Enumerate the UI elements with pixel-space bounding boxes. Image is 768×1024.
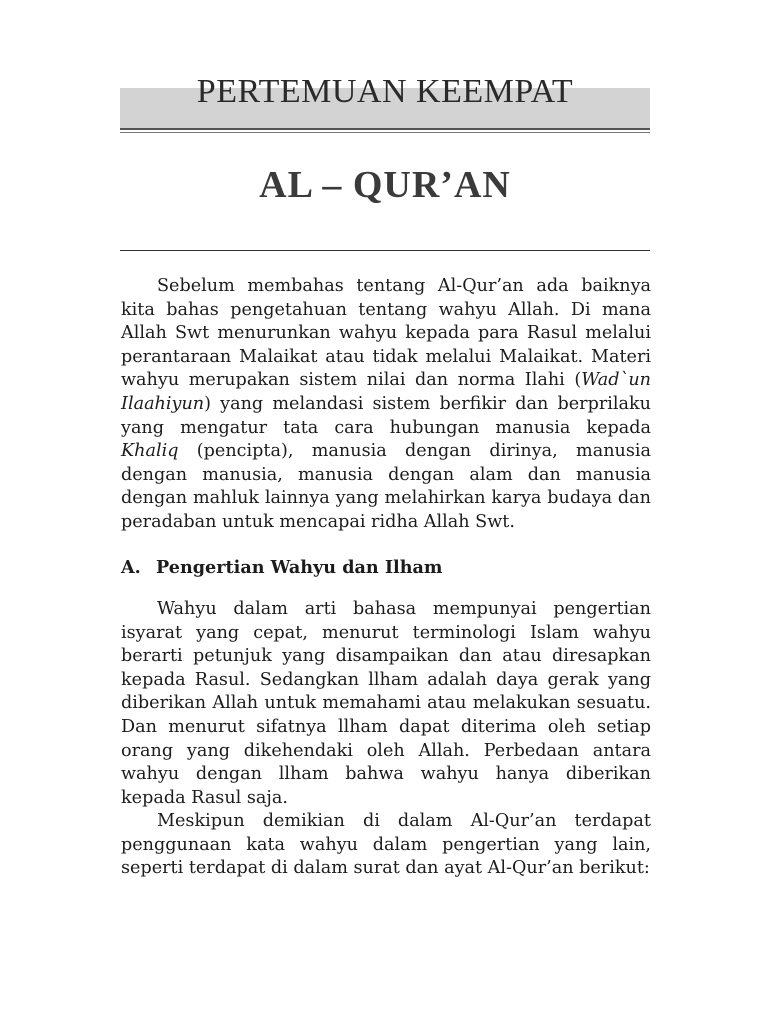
paragraph-text: Meskipun demikian di dalam Al-Qur’an terdapat penggunaan kata wahyu dalam pengertian yang lain, seperti terdapat di dalam surat dan ayat Al-Qur’an berikut: xyxy=(121,811,651,879)
banner-rule xyxy=(120,128,650,130)
intro-italic-khaliq: Khaliq xyxy=(121,441,179,462)
chapter-label: PERTEMUAN KEEMPAT xyxy=(196,73,574,110)
intro-text-part2: ) yang melandasi sistem berfikir dan berprilaku yang mengatur tata cara hubungan manusia kepada xyxy=(121,393,651,438)
paragraph-wahyu-ilham xyxy=(121,598,651,810)
section-title: Pengertian Wahyu dan Ilham xyxy=(156,557,443,578)
intro-italic-term: Wad`un Ilaahiyun xyxy=(121,370,651,414)
banner-rule-thin xyxy=(120,132,650,133)
paragraph-text: Wahyu dalam arti bahasa mempunyai pengertian isyarat yang cepat, menurut terminologi Islam wahyu berarti petunjuk yang disampaikan dan atau diresapkan kepada Rasul. Sedangkan llham adalah daya gerak yang diberikan Allah untuk memahami atau melakukan sesuatu. Dan menurut sifatnya llham dapat diterima oleh setiap orang yang dikehendaki oleh Allah. Perbedaan antara wahyu dengan llham bahwa wahyu hanya diberikan kepada Rasul saja. xyxy=(121,599,651,808)
intro-text-part1: Sebelum membahas tentang Al-Qur’an ada baiknya kita bahas pengetahuan tentang wahyu Allah. Di mana Allah Swt menurunkan wahyu kepada para Rasul melalui perantaraan Malaikat atau tidak melalui Malaikat. Materi wahyu merupakan sistem nilai dan norma Ilahi ( xyxy=(121,276,651,391)
intro-text xyxy=(121,275,651,535)
section-letter: A. xyxy=(121,557,141,578)
paragraph-meskipun xyxy=(121,810,651,881)
page-title: AL – QUR’AN xyxy=(259,164,511,206)
intro-paragraph xyxy=(121,275,651,535)
intro-text-part3: (pencipta), manusia dengan dirinya, manusia dengan manusia, manusia dengan alam dan manusia dengan mahluk lainnya yang melahirkan karya budaya dan peradaban untuk mencapai ridha Allah Swt. xyxy=(121,441,651,532)
title-divider xyxy=(120,250,650,251)
section-heading xyxy=(121,556,651,580)
